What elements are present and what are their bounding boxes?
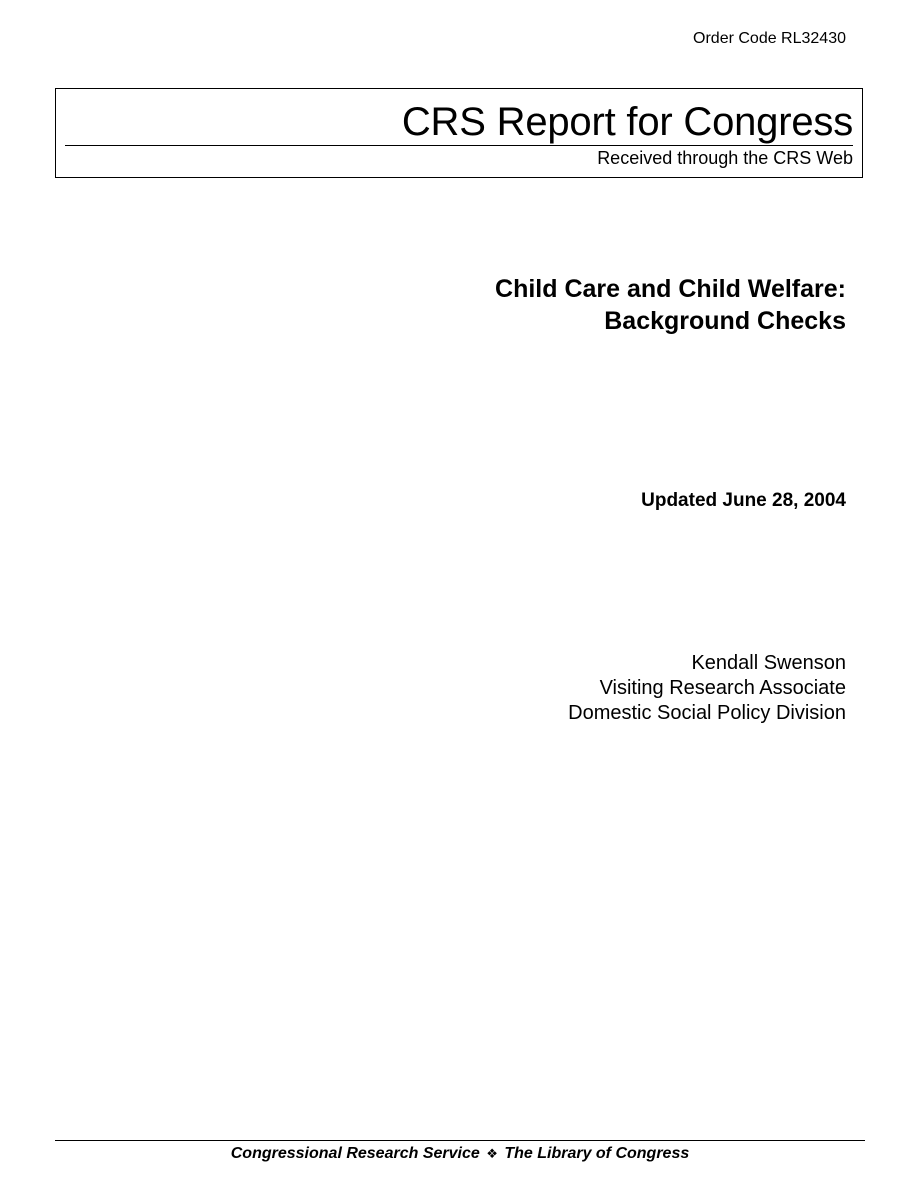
header-divider [65,145,853,146]
author-block [568,651,846,726]
document-title-line-1: Child Care and Child Welfare: [495,275,846,303]
document-title-line-2: Background Checks [604,307,846,335]
author-division: Domestic Social Policy Division [568,702,846,724]
report-subtitle: Received through the CRS Web [597,148,853,168]
updated-date: Updated June 28, 2004 [641,490,846,511]
order-code: Order Code RL32430 [693,30,846,47]
report-header-box [55,88,863,178]
footer-divider [55,1140,865,1141]
author-name: Kendall Swenson [691,652,846,674]
report-title: CRS Report for Congress [401,100,853,144]
footer-publisher: Congressional Research Service [230,1145,480,1162]
author-position: Visiting Research Associate [599,677,846,699]
footer-library: The Library of Congress [504,1145,690,1162]
document-title [495,273,846,337]
footer [55,1144,865,1165]
diamond-separator-icon: ❖ [486,1147,498,1162]
